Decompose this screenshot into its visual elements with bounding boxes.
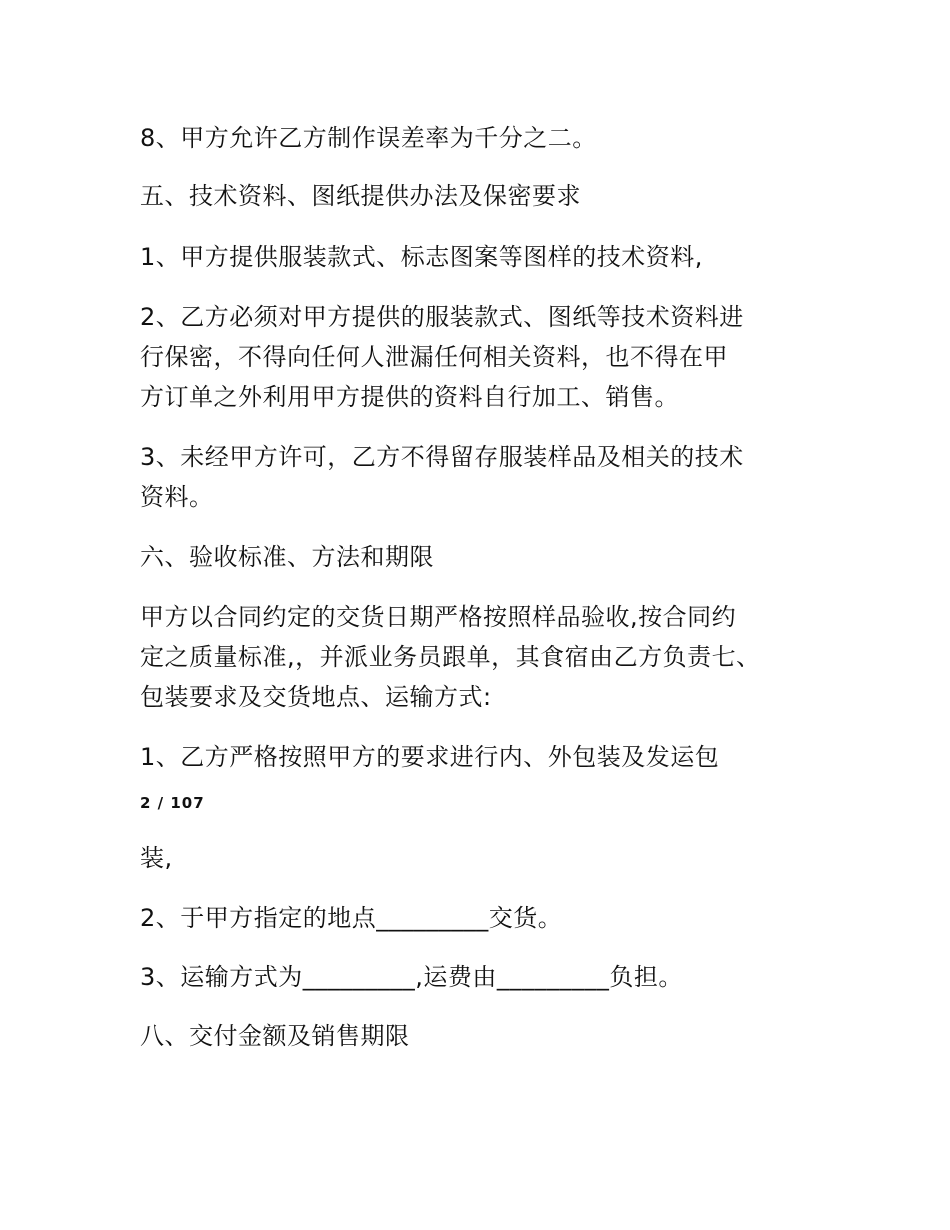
paragraph-error-rate — [140, 118, 820, 158]
paragraph-line: 甲方以合同约定的交货日期严格按照样品验收,按合同约 — [140, 603, 737, 631]
page-number: 2 / 107 — [140, 794, 205, 812]
paragraph-line: 3、未经甲方许可，乙方不得留存服装样品及相关的技术 — [140, 443, 744, 471]
paragraph-line: 六、验收标准、方法和期限 — [140, 543, 434, 571]
paragraph-transport — [140, 957, 820, 997]
paragraph-item-1 — [140, 237, 820, 277]
paragraph-line: 资料。 — [140, 483, 214, 511]
paragraph-line: 行保密，不得向任何人泄漏任何相关资料，也不得在甲 — [140, 343, 728, 371]
paragraph-line: 包装要求及交货地点、运输方式: — [140, 683, 492, 711]
paragraph-packaging-continued — [140, 838, 820, 878]
paragraph-line: 2、乙方必须对甲方提供的服装款式、图纸等技术资料进 — [140, 303, 744, 331]
paragraph-line: 8、甲方允许乙方制作误差率为千分之二。 — [140, 124, 597, 152]
heading-section-six — [140, 537, 820, 577]
heading-section-five — [140, 176, 820, 216]
paragraph-packaging-item-1 — [140, 737, 820, 777]
paragraph-line: 3、运输方式为_________,运费由_________负担。 — [140, 963, 683, 991]
paragraph-acceptance — [140, 597, 820, 717]
paragraph-line: 装, — [140, 844, 173, 872]
paragraph-delivery-location — [140, 898, 820, 938]
heading-section-eight — [140, 1016, 820, 1056]
paragraph-line: 2、于甲方指定的地点_________交货。 — [140, 904, 563, 932]
paragraph-line: 1、乙方严格按照甲方的要求进行内、外包装及发运包 — [140, 743, 720, 771]
paragraph-line: 五、技术资料、图纸提供办法及保密要求 — [140, 182, 581, 210]
paragraph-line: 八、交付金额及销售期限 — [140, 1022, 410, 1050]
paragraph-item-2 — [140, 297, 820, 417]
paragraph-item-3 — [140, 437, 820, 517]
paragraph-line: 1、甲方提供服装款式、标志图案等图样的技术资料, — [140, 243, 703, 271]
paragraph-line: 方订单之外利用甲方提供的资料自行加工、销售。 — [140, 383, 679, 411]
paragraph-line: 定之质量标准,，并派业务员跟单，其食宿由乙方负责七、 — [140, 643, 761, 671]
